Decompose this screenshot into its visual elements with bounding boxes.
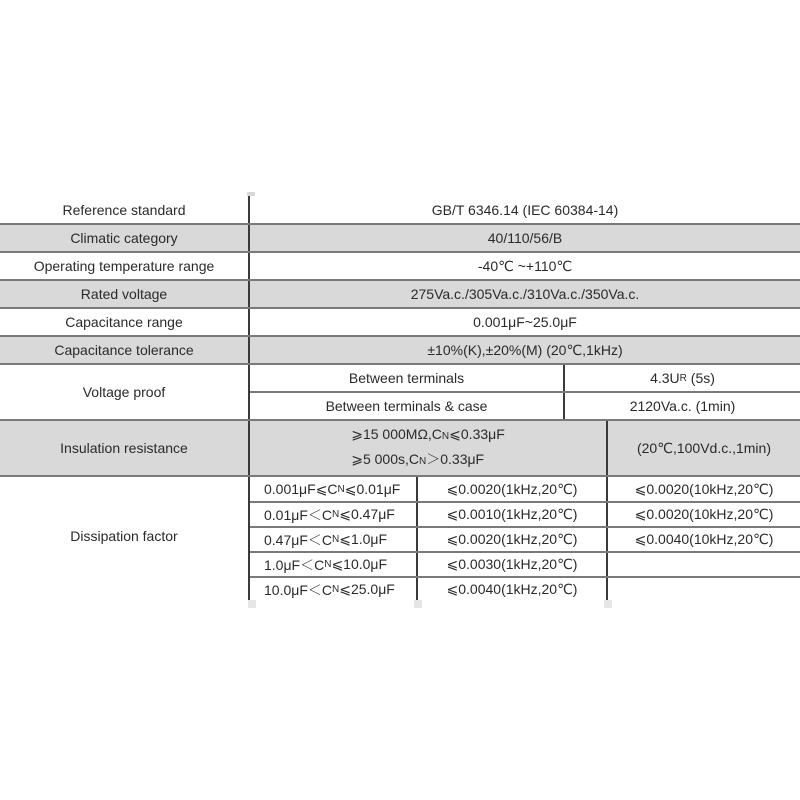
label-capacitance-tolerance: Capacitance tolerance [54, 342, 194, 358]
voltage-proof-condition-1: Between terminals [348, 370, 465, 386]
label-climatic-category: Climatic category [70, 230, 178, 246]
row-climatic-category [0, 225, 800, 253]
voltage-proof-value-1: 4.3U R (5s) [650, 370, 715, 386]
df-1khz-4: ⩽0.0030(1kHz,20℃) [446, 556, 578, 572]
df-1khz-3: ⩽0.0020(1kHz,20℃) [446, 531, 578, 547]
insulation-resistance-line-2: ⩾5 000s,CN＞0.33μF [351, 451, 485, 467]
df-1khz-1: ⩽0.0020(1kHz,20℃) [446, 480, 578, 497]
label-reference-standard: Reference standard [62, 201, 186, 218]
voltage-proof-condition-2: Between terminals & case [325, 398, 488, 414]
row-capacitance-tolerance [0, 337, 800, 365]
row-dissipation-factor [0, 477, 800, 603]
label-rated-voltage: Rated voltage [80, 286, 168, 302]
decorative-tick [414, 600, 422, 608]
df-10khz-4 [608, 553, 800, 576]
df-1khz-2: ⩽0.0010(1kHz,20℃) [446, 506, 578, 522]
df-range-1: 0.001μF⩽C N ⩽0.01μF [264, 480, 401, 497]
voltage-proof-value-2: 2120Va.c. (1min) [629, 398, 736, 414]
df-10khz-2: ⩽0.0020(10kHz,20℃) [634, 506, 774, 522]
label-capacitance-range: Capacitance range [65, 314, 183, 330]
value-capacitance-range: 0.001μF~25.0μF [248, 309, 800, 335]
label-dissipation-factor: Dissipation factor [70, 528, 178, 544]
row-rated-voltage [0, 281, 800, 309]
label-insulation-resistance: Insulation resistance [60, 440, 188, 456]
value-climatic-category: 40/110/56/B [248, 225, 800, 251]
df-range-2: 0.01μF＜C N ⩽0.47μF [264, 506, 395, 523]
df-10khz-3: ⩽0.0040(10kHz,20℃) [634, 531, 774, 547]
decorative-tick [604, 600, 612, 608]
row-insulation-resistance [0, 421, 800, 477]
value-rated-voltage: 275Va.c./305Va.c./310Va.c./350Va.c. [248, 281, 800, 307]
df-1khz-5: ⩽0.0040(1kHz,20℃) [446, 581, 578, 597]
df-range-4: 1.0μF＜C N ⩽10.0μF [264, 556, 388, 573]
df-10khz-5 [608, 578, 800, 601]
value-operating-temperature: -40℃ ~+110℃ [248, 253, 800, 279]
value-capacitance-tolerance: ±10%(K),±20%(M) (20℃,1kHz) [248, 337, 800, 363]
insulation-resistance-line-1: ⩾15 000MΩ,CN⩽0.33μF [351, 426, 505, 442]
row-reference-standard [0, 196, 800, 225]
df-10khz-1: ⩽0.0020(10kHz,20℃) [634, 480, 774, 497]
value-reference-standard: GB/T 6346.14 (IEC 60384-14) [248, 196, 800, 223]
df-range-5: 10.0μF＜C N ⩽25.0μF [264, 581, 395, 598]
insulation-resistance-values [250, 421, 606, 475]
label-operating-temperature: Operating temperature range [33, 258, 215, 274]
row-operating-temperature [0, 253, 800, 281]
row-voltage-proof [0, 365, 800, 421]
df-range-3: 0.47μF＜C N ⩽1.0μF [264, 531, 388, 548]
label-voltage-proof: Voltage proof [82, 384, 166, 400]
decorative-tick [248, 600, 256, 608]
insulation-resistance-condition: (20℃,100Vd.c.,1min) [636, 439, 771, 456]
row-capacitance-range [0, 309, 800, 337]
